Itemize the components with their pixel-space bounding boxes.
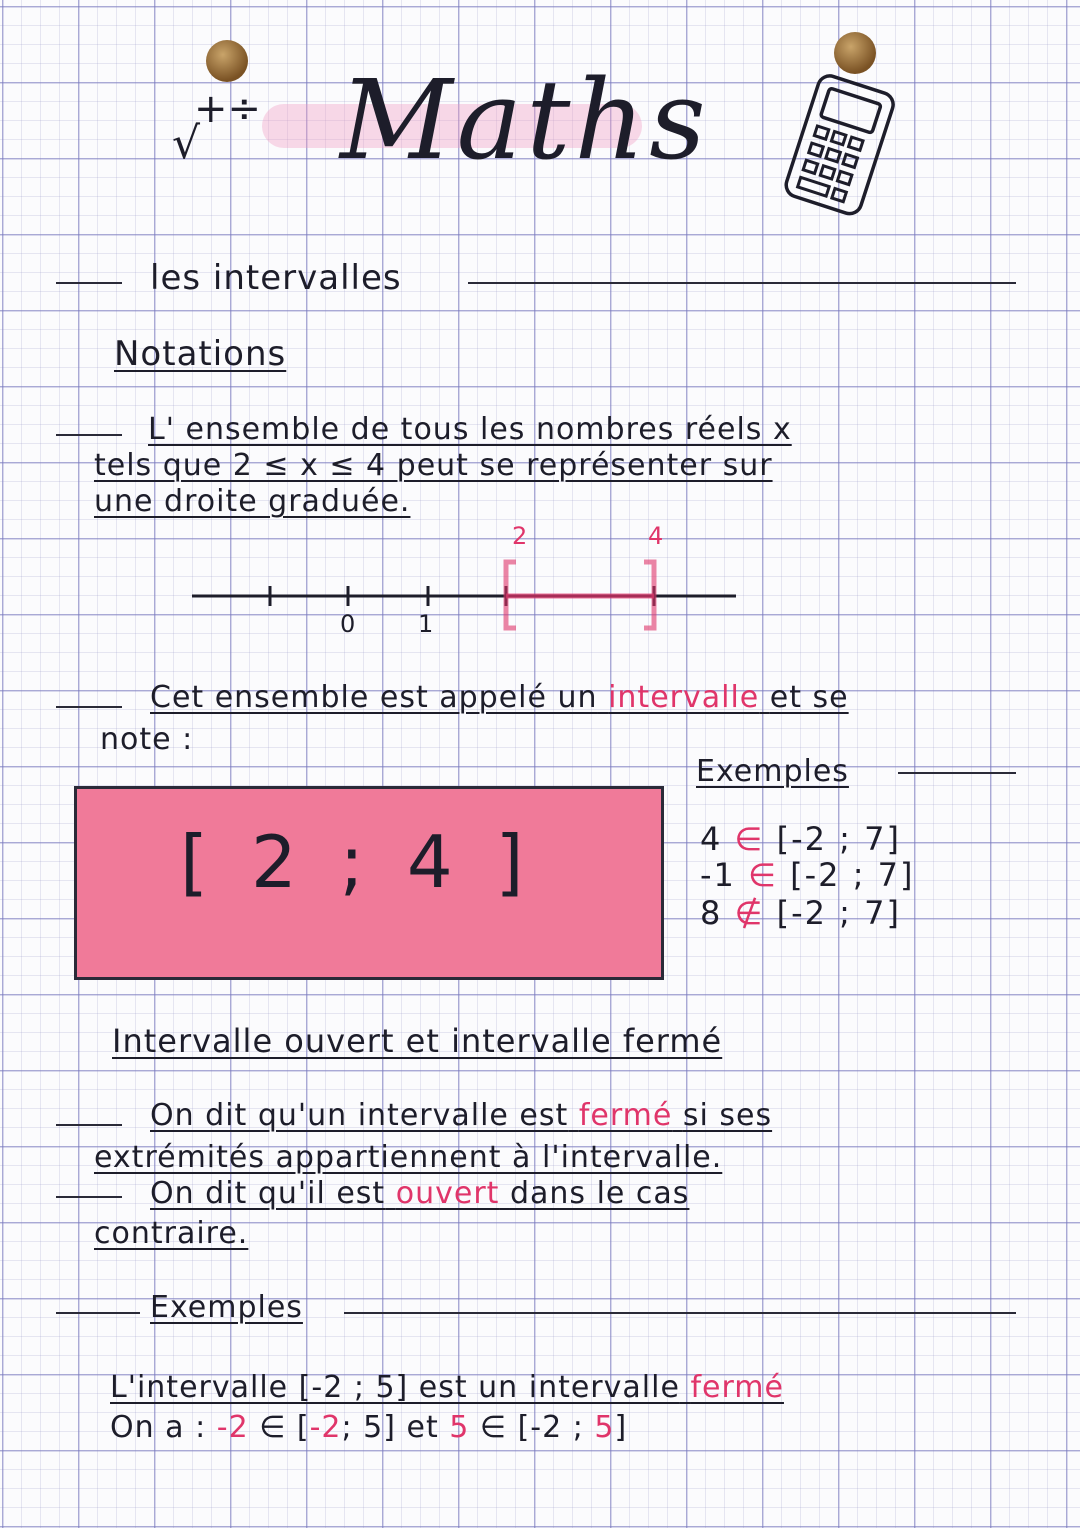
text-run: Cet ensemble est appelé un [150, 680, 598, 715]
text-run-accent: -2 [216, 1410, 249, 1445]
examples-rule-right [344, 1312, 1016, 1314]
keyword-intervalle: intervalle [608, 680, 760, 715]
text-run: ] [614, 1410, 628, 1445]
paragraph-line: extrémités appartiennent à l'intervalle. [94, 1140, 723, 1175]
number-line [180, 516, 760, 646]
tick-label-4: 4 [648, 522, 664, 550]
keyword-ferme: fermé [578, 1098, 673, 1133]
not-element-of-symbol: ∉ [734, 894, 765, 932]
text-run: dans le cas [509, 1176, 690, 1211]
examples-rule-left [56, 1312, 140, 1314]
para-marker-3 [56, 1124, 122, 1126]
heading-rule-left [56, 282, 122, 284]
para-marker-4 [56, 1196, 122, 1198]
keyword-ferme: fermé [690, 1370, 784, 1405]
example-value: -1 [700, 856, 736, 894]
element-of-symbol: ∈ [748, 856, 778, 894]
example-row [700, 894, 901, 932]
section-heading-intervals: les intervalles [150, 258, 402, 298]
text-run-accent: 5 [594, 1410, 615, 1445]
page-title: Maths [340, 56, 710, 184]
examples-title-2: Exemples [150, 1290, 303, 1325]
example-value: 4 [700, 820, 723, 858]
text-run: si ses [682, 1098, 773, 1133]
subheading-notations: Notations [114, 334, 287, 374]
heading-rule-right [468, 282, 1016, 284]
root-symbol: √ [172, 118, 201, 169]
example-interval: [-2 ; 7] [776, 820, 901, 858]
example-interval: [-2 ; 7] [776, 894, 901, 932]
notation-text: [ 2 ; 4 ] [180, 820, 534, 904]
example-row [700, 856, 914, 894]
text-run: ∈ [ [259, 1410, 310, 1445]
element-of-symbol: ∈ [734, 820, 765, 858]
para-marker-2 [56, 706, 122, 708]
text-run-accent: 5 [449, 1410, 470, 1445]
paragraph-line [150, 1098, 772, 1133]
paragraph-line [150, 1176, 689, 1211]
paragraph-line: contraire. [94, 1216, 249, 1251]
text-run: On dit qu'un intervalle est [150, 1098, 569, 1133]
example-line [110, 1410, 627, 1445]
paragraph-line: note : [100, 722, 194, 757]
example-interval: [-2 ; 7] [790, 856, 915, 894]
paragraph-line: L' ensemble de tous les nombres réels x [148, 412, 792, 447]
binder-hole-left [206, 40, 248, 82]
example-value: 8 [700, 894, 723, 932]
text-run-accent: -2 [309, 1410, 342, 1445]
text-run: On a : [110, 1410, 207, 1445]
math-ops-symbols: +÷ [194, 86, 262, 132]
tick-label-2: 2 [512, 522, 528, 550]
binder-hole-right [834, 32, 876, 74]
text-run: L'intervalle [-2 ; 5] est un intervalle [110, 1370, 680, 1405]
text-run: ∈ [-2 ; [479, 1410, 584, 1445]
keyword-ouvert: ouvert [395, 1176, 500, 1211]
paragraph-line: tels que 2 ≤ x ≤ 4 peut se représenter sur [94, 448, 773, 483]
subheading-open-closed: Intervalle ouvert et intervalle fermé [112, 1022, 723, 1060]
example-line [110, 1370, 784, 1405]
text-run: On dit qu'il est [150, 1176, 386, 1211]
text-run: ; 5] et [341, 1410, 439, 1445]
tick-label-0: 0 [340, 610, 356, 638]
text-run: et se [769, 680, 849, 715]
examples-rule [898, 772, 1016, 774]
examples-title-1: Exemples [696, 754, 849, 789]
paragraph-line [150, 680, 849, 715]
example-row [700, 820, 901, 858]
calculator-icon [780, 72, 900, 222]
para-marker-1 [56, 434, 122, 436]
tick-label-1: 1 [418, 610, 434, 638]
paragraph-line: une droite graduée. [94, 484, 411, 519]
